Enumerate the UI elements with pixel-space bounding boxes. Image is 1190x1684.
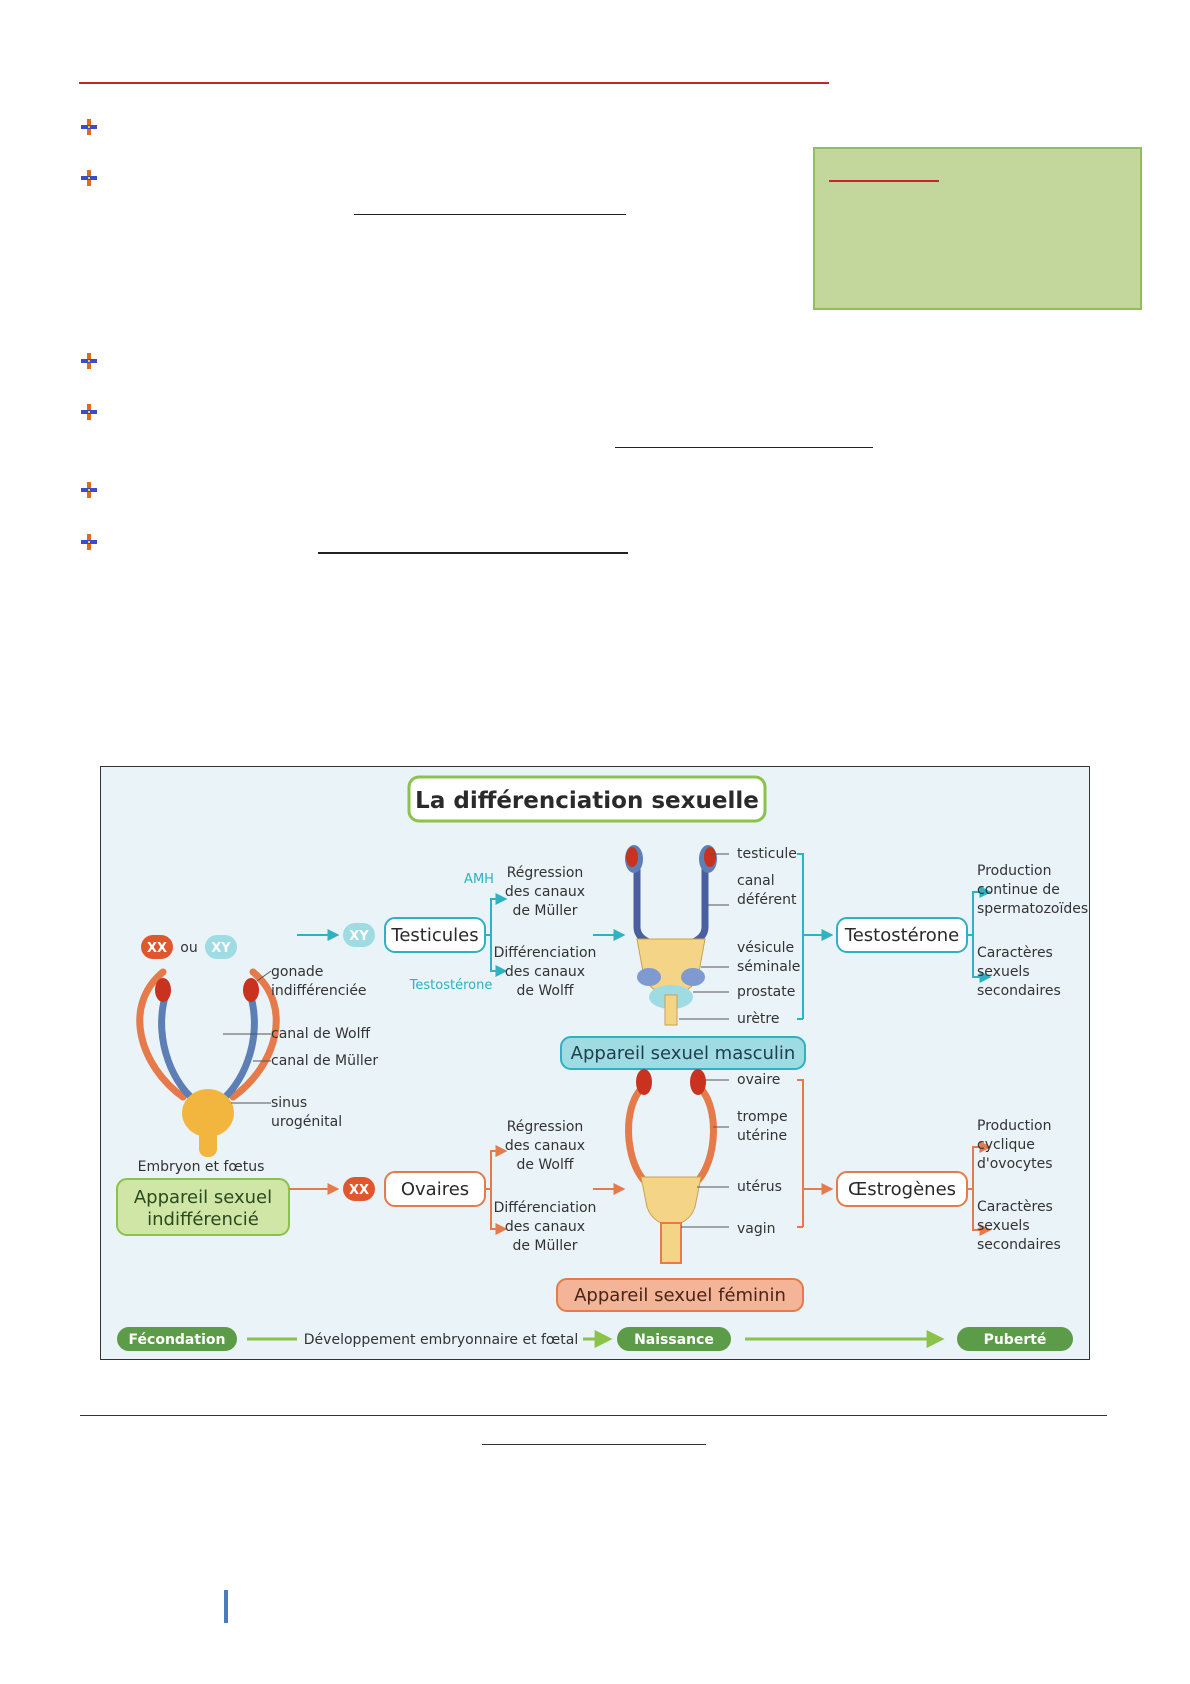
blank-underline: [354, 214, 626, 215]
female-regression-1: Régression: [506, 1119, 584, 1135]
female-diff-3: de Müller: [512, 1238, 578, 1254]
male-regression-3: de Müller: [512, 903, 578, 919]
label-trompe-1: trompe: [737, 1109, 788, 1125]
genotype-xx: XX: [146, 941, 168, 956]
footer-rule: [80, 1415, 1107, 1416]
timeline-puberte: Puberté: [983, 1332, 1047, 1348]
female-effect1-3: d'ovocytes: [977, 1156, 1053, 1172]
bullet-icon: [80, 169, 98, 187]
footer-underline: [482, 1444, 706, 1445]
differentiation-diagram: [101, 767, 1089, 1359]
label-uretre: urètre: [737, 1011, 780, 1027]
indifferent-box-line1: Appareil sexuel: [133, 1187, 273, 1208]
female-diff-1: Différenciation: [493, 1200, 597, 1216]
timeline-naissance: Naissance: [634, 1332, 714, 1348]
label-vesicule-2: séminale: [737, 959, 801, 975]
diagram-frame: [100, 766, 1090, 1360]
female-diff-2: des canaux: [504, 1219, 586, 1235]
genotype-xy: XY: [211, 941, 231, 956]
male-organ-illustration: [625, 845, 717, 1025]
female-regression-2: des canaux: [504, 1138, 586, 1154]
blank-underline: [615, 447, 873, 448]
diagram-title: La différenciation sexuelle: [415, 788, 759, 814]
testicules-label: Testicules: [391, 925, 479, 946]
label-canal-2: déférent: [737, 892, 797, 908]
male-effect2-3: secondaires: [977, 983, 1061, 999]
male-effect1-1: Production: [977, 863, 1052, 879]
caption-embryo: Embryon et fœtus: [137, 1159, 265, 1175]
label-muller: canal de Müller: [271, 1053, 379, 1069]
female-organ-illustration: [629, 1069, 714, 1263]
bullet-icon: [80, 352, 98, 370]
label-gonade-2: indifférenciée: [271, 983, 367, 999]
male-regression-2: des canaux: [504, 884, 586, 900]
label-trompe-2: utérine: [737, 1128, 788, 1144]
bullet-icon: [80, 403, 98, 421]
header-red-rule: [79, 82, 829, 84]
label-canal-1: canal: [737, 873, 775, 889]
note-box: [813, 147, 1142, 310]
female-box-label: Appareil sexuel féminin: [574, 1285, 786, 1306]
label-sinus-1: sinus: [271, 1095, 308, 1111]
female-effect1-1: Production: [977, 1118, 1052, 1134]
testosterone-label: Testostérone: [844, 925, 960, 946]
timeline-development: Développement embryonnaire et fœtal: [303, 1332, 579, 1348]
label-prostate: prostate: [737, 984, 796, 1000]
amh-label: AMH: [464, 872, 494, 887]
timeline-fecondation: Fécondation: [128, 1332, 226, 1348]
male-regression-1: Régression: [506, 865, 584, 881]
label-vesicule-1: vésicule: [737, 940, 795, 956]
male-effect2-1: Caractères: [977, 945, 1053, 961]
female-xx: XX: [348, 1183, 370, 1198]
page-marker-bar: [224, 1590, 228, 1623]
male-diff-2: des canaux: [504, 964, 586, 980]
male-box-label: Appareil sexuel masculin: [570, 1043, 796, 1064]
label-testicule: testicule: [737, 846, 797, 862]
bullet-icon: [80, 118, 98, 136]
blank-underline: [318, 552, 628, 554]
male-diff-1: Différenciation: [493, 945, 597, 961]
female-effect2-3: secondaires: [977, 1237, 1061, 1253]
label-sinus-2: urogénital: [271, 1114, 343, 1130]
indifferent-box-line2: indifférencié: [147, 1209, 259, 1230]
label-gonade-1: gonade: [271, 964, 324, 980]
male-effect2-2: sexuels: [977, 964, 1030, 980]
bullet-icon: [80, 481, 98, 499]
arrow: [485, 899, 505, 935]
bullet-icon: [80, 533, 98, 551]
female-effect2-2: sexuels: [977, 1218, 1030, 1234]
arrow: [485, 1151, 505, 1189]
male-diff-3: de Wolff: [516, 983, 574, 999]
testosterone-small-label: Testostérone: [409, 978, 493, 993]
male-effect1-2: continue de: [977, 882, 1060, 898]
label-uterus: utérus: [737, 1179, 782, 1195]
ovaires-label: Ovaires: [400, 1179, 470, 1200]
female-effect2-1: Caractères: [977, 1199, 1053, 1215]
female-effect1-2: cyclique: [977, 1137, 1035, 1153]
label-ovaire: ovaire: [737, 1072, 781, 1088]
label-vagin: vagin: [737, 1221, 776, 1237]
estrogenes-label: Œstrogènes: [847, 1179, 957, 1200]
indifferent-organ-illustration: [140, 972, 276, 1157]
arrow: [797, 1080, 831, 1189]
genotype-or: ou: [180, 940, 198, 956]
arrow: [797, 854, 831, 935]
male-effect1-3: spermatozoïdes: [977, 901, 1089, 917]
male-xy: XY: [349, 929, 369, 944]
note-box-heading-underline: [829, 180, 939, 182]
female-regression-3: de Wolff: [516, 1157, 574, 1173]
label-wolff: canal de Wolff: [271, 1026, 371, 1042]
